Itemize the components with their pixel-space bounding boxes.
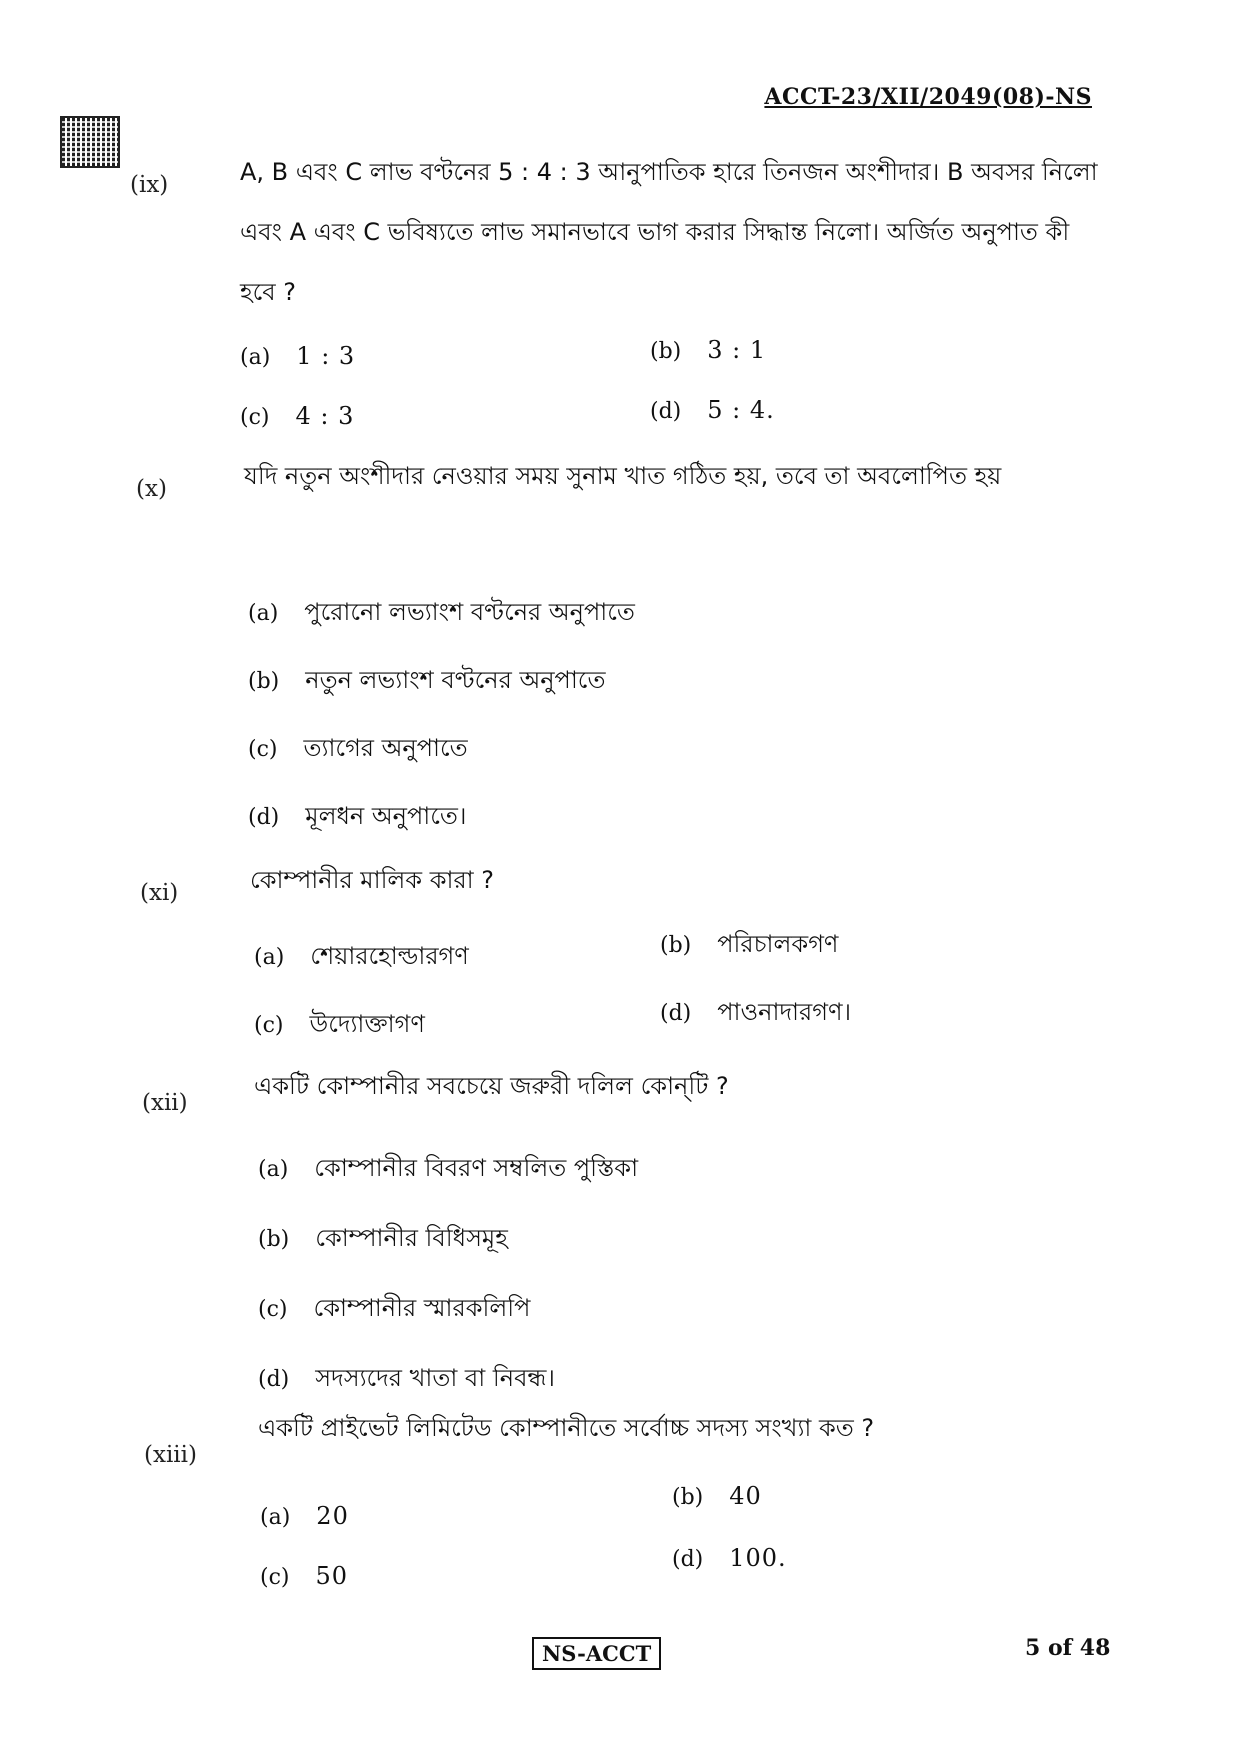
question-number: (xi) — [140, 880, 179, 906]
option-value: সদস্যদের খাতা বা নিবন্ধ। — [315, 1364, 556, 1392]
paper-code: ACCT-23/XII/2049(08)-NS — [764, 84, 1092, 110]
option-a — [254, 938, 469, 978]
question-number: (xiii) — [144, 1442, 197, 1468]
option-d — [650, 396, 775, 424]
option-label: (c) — [240, 405, 270, 430]
option-label: (c) — [254, 1013, 284, 1038]
option-label: (d) — [650, 399, 682, 424]
option-label: (a) — [260, 1505, 291, 1530]
option-value: শেয়ারহোল্ডারগণ — [310, 942, 469, 970]
option-d — [660, 994, 851, 1034]
option-label: (d) — [258, 1367, 290, 1392]
option-value: 100. — [729, 1544, 787, 1572]
qr-code-icon — [60, 116, 120, 168]
option-label: (c) — [258, 1297, 288, 1322]
question-number: (x) — [136, 476, 167, 502]
option-value: উদ্যোক্তাগণ — [309, 1010, 425, 1038]
option-label: (a) — [258, 1157, 289, 1182]
option-b — [672, 1482, 762, 1510]
option-label: (d) — [672, 1547, 704, 1572]
option-label: (b) — [650, 339, 682, 364]
question-number: (ix) — [130, 172, 169, 198]
option-value: কোম্পানীর বিবরণ সম্বলিত পুস্তিকা — [314, 1154, 639, 1182]
option-value: পুরোনো লভ্যাংশ বণ্টনের অনুপাতে — [304, 598, 635, 626]
option-d — [258, 1360, 555, 1400]
option-c — [254, 1006, 425, 1046]
option-label: (b) — [248, 669, 280, 694]
option-value: পাওনাদারগণ। — [717, 998, 852, 1026]
page-number: 5 of 48 — [1025, 1635, 1111, 1661]
option-c — [258, 1290, 530, 1330]
option-value: 3 : 1 — [707, 336, 767, 364]
option-value: ত্যাগের অনুপাতে — [303, 734, 468, 762]
option-label: (b) — [672, 1485, 704, 1510]
option-label: (a) — [248, 601, 279, 626]
question-text: একটি প্রাইভেট লিমিটেড কোম্পানীতে সর্বোচ্চ সদস্য সংখ্যা কত ? — [258, 1414, 875, 1442]
option-c — [248, 730, 468, 770]
option-value: কোম্পানীর স্মারকলিপি — [313, 1294, 531, 1322]
option-value: 1 : 3 — [296, 342, 356, 370]
option-b — [650, 336, 766, 364]
option-b — [258, 1220, 508, 1260]
option-label: (a) — [240, 345, 271, 370]
option-label: (b) — [660, 933, 692, 958]
option-value: পরিচালকগণ — [717, 930, 839, 958]
question-text: একটি কোম্পানীর সবচেয়ে জরুরী দলিল কোন্‌টি ? — [254, 1072, 729, 1100]
option-value: মূলধন অনুপাতে। — [305, 802, 467, 830]
question-text: কোম্পানীর মালিক কারা ? — [250, 866, 495, 894]
option-label: (c) — [248, 737, 278, 762]
option-c — [240, 402, 354, 430]
option-b — [660, 926, 838, 966]
question-text: A, B এবং C লাভ বণ্টনের 5 : 4 : 3 আনুপাতিক হারে তিনজন অংশীদার। B অবসর নিলো এবং A এবং C ভবিষ্যতে লাভ সমানভাবে ভাগ করার সিদ্ধান্ত নিলো। অর্জিত অনুপাত কী হবে ? — [240, 158, 1098, 306]
option-value: 20 — [316, 1502, 349, 1530]
option-label: (d) — [248, 805, 280, 830]
option-d — [672, 1544, 787, 1572]
series-code-box: NS-ACCT — [532, 1637, 661, 1670]
option-a — [260, 1502, 349, 1530]
option-b — [248, 662, 605, 702]
option-c — [260, 1562, 348, 1590]
option-a — [248, 594, 635, 634]
question-number: (xii) — [142, 1090, 188, 1116]
option-value: 5 : 4. — [707, 396, 775, 424]
option-value: 50 — [315, 1562, 349, 1590]
option-a — [240, 342, 355, 370]
option-value: নতুন লভ্যাংশ বণ্টনের অনুপাতে — [305, 666, 606, 694]
option-d — [248, 798, 466, 838]
option-label: (b) — [258, 1227, 290, 1252]
option-a — [258, 1150, 638, 1190]
option-value: 4 : 3 — [295, 402, 355, 430]
option-label: (c) — [260, 1565, 290, 1590]
option-label: (d) — [660, 1001, 692, 1026]
option-label: (a) — [254, 945, 285, 970]
question-text: যদি নতুন অংশীদার নেওয়ার সময় সুনাম খাত গঠিত হয়, তবে তা অবলোপিত হয় — [244, 462, 1002, 490]
option-value: কোম্পানীর বিধিসমূহ — [315, 1224, 508, 1252]
option-value: 40 — [729, 1482, 762, 1510]
